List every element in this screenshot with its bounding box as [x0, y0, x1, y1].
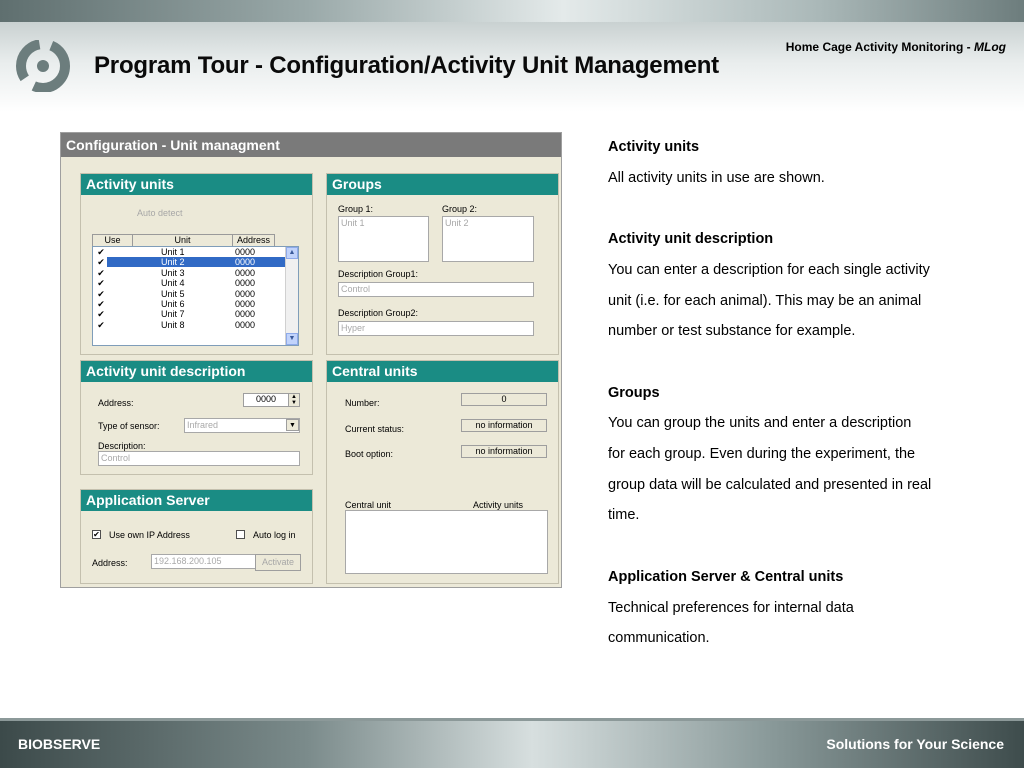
address-label: Address: [98, 398, 134, 408]
check-icon[interactable]: ✔ [97, 278, 105, 289]
section-line: for each group. Even during the experiment, the [608, 446, 916, 462]
check-icon[interactable]: ✔ [97, 257, 105, 268]
section-line: number or test substance for example. [608, 323, 856, 340]
activity-units-header: Activity units [81, 174, 312, 195]
chevron-up-icon[interactable]: ▲ [286, 247, 298, 259]
column-header-use[interactable]: Use [92, 234, 133, 247]
section-line: time. [608, 507, 640, 524]
central-units-list[interactable] [345, 510, 548, 574]
central-units-header: Central units [327, 361, 558, 382]
activate-button[interactable]: Activate [255, 554, 301, 571]
top-banner [0, 0, 1024, 22]
sensor-type-select[interactable]: Infrared [184, 418, 300, 433]
section-heading: Activity units [608, 139, 700, 155]
check-icon[interactable]: ✔ [97, 319, 105, 330]
section-line: You can enter a description for each single activity [608, 261, 930, 278]
group1-label: Group 1: [338, 204, 374, 214]
app-server-panel [80, 489, 313, 584]
description-input[interactable]: Control [98, 451, 300, 466]
check-icon[interactable]: ✔ [97, 288, 105, 299]
current-status-value: no information [461, 419, 547, 432]
group2-list[interactable] [442, 216, 534, 262]
auto-detect-button[interactable]: Auto detect [137, 208, 183, 218]
section-line: Technical preferences for internal data [608, 599, 854, 616]
chevron-down-icon[interactable]: ▼ [286, 333, 298, 345]
biobserve-logo-icon [14, 40, 72, 92]
slide-title: Program Tour - Configuration/Activity Unit Management [94, 52, 719, 79]
description-group2-input[interactable]: Hyper [338, 321, 534, 336]
list-item[interactable]: ✔ Unit 1 0000 [97, 247, 256, 257]
list-item[interactable]: ✔ Unit 7 0000 [97, 309, 256, 320]
section-line: All activity units in use are shown. [608, 169, 825, 186]
server-address-input[interactable]: 192.168.200.105 [151, 554, 257, 569]
check-icon[interactable]: ✔ [97, 247, 105, 257]
group2-label: Group 2: [442, 204, 478, 214]
configuration-window [60, 132, 562, 588]
column-header-unit[interactable]: Unit [132, 234, 233, 247]
boot-option-value: no information [461, 445, 547, 458]
number-label: Number: [345, 398, 380, 408]
group2-item[interactable]: Unit 2 [445, 218, 469, 228]
footer-brand: BIOBSERVE [18, 736, 101, 752]
section-line: unit (i.e. for each animal). This may be an animal [608, 292, 922, 309]
description-label: Description: [98, 441, 146, 451]
unit-description-panel [80, 360, 313, 475]
use-own-ip-checkbox[interactable]: ✔ [93, 530, 100, 539]
server-address-label: Address: [92, 558, 128, 568]
address-spinner[interactable]: ▲ ▼ [288, 393, 300, 407]
address-input[interactable]: 0000 [243, 393, 289, 407]
description-group1-label: Description Group1: [338, 269, 419, 279]
number-value: 0 [461, 393, 547, 406]
list-item[interactable]: ✔ Unit 3 0000 [97, 267, 256, 278]
description-group1-input[interactable]: Control [338, 282, 534, 297]
list-item[interactable]: ✔ Unit 5 0000 [97, 288, 256, 299]
groups-panel [326, 173, 559, 355]
section-line: communication. [608, 630, 710, 647]
list-item[interactable]: ✔ Unit 8 0000 [97, 319, 256, 330]
current-status-label: Current status: [345, 424, 405, 434]
group1-list[interactable] [338, 216, 429, 262]
section-heading: Activity unit description [608, 231, 774, 248]
list-item[interactable]: ✔ Unit 4 0000 [97, 278, 256, 289]
auto-login-label: Auto log in [253, 530, 296, 540]
column-header-address[interactable]: Address [232, 234, 275, 247]
app-server-header: Application Server [81, 490, 312, 511]
activity-units-panel [80, 173, 313, 355]
description-group2-label: Description Group2: [338, 308, 419, 318]
column-header-central-unit: Central unit [345, 500, 392, 510]
section-line: group data will be calculated and presented in real [608, 476, 932, 493]
central-units-panel [326, 360, 559, 584]
section-heading: Application Server & Central units [608, 568, 844, 585]
group1-item[interactable]: Unit 1 [341, 218, 365, 228]
section-line: You can group the units and enter a description [608, 415, 912, 432]
use-own-ip-label: Use own IP Address [109, 530, 190, 540]
slide-subtitle: Home Cage Activity Monitoring - MLog [785, 40, 1006, 54]
auto-login-checkbox[interactable] [236, 530, 245, 539]
boot-option-label: Boot option: [345, 449, 394, 459]
window-title: Configuration - Unit managment [61, 133, 561, 157]
column-header-activity-units: Activity units [473, 500, 524, 510]
unit-description-header: Activity unit description [81, 361, 312, 382]
description-text [608, 132, 1000, 654]
check-icon[interactable]: ✔ [97, 298, 105, 309]
list-item-selected[interactable]: ✔ Unit 2 0000 [93, 257, 298, 267]
sensor-type-label: Type of sensor: [98, 421, 160, 431]
check-icon[interactable]: ✔ [97, 267, 105, 278]
footer-slogan: Solutions for Your Science [826, 736, 1004, 752]
section-heading: Groups [608, 384, 660, 401]
chevron-down-icon[interactable]: ▼ [286, 419, 299, 431]
activity-units-list[interactable] [92, 246, 299, 346]
list-item[interactable]: ✔ Unit 6 0000 [97, 298, 256, 309]
list-scrollbar[interactable] [285, 247, 298, 345]
groups-header: Groups [327, 174, 558, 195]
check-icon[interactable]: ✔ [97, 309, 105, 320]
